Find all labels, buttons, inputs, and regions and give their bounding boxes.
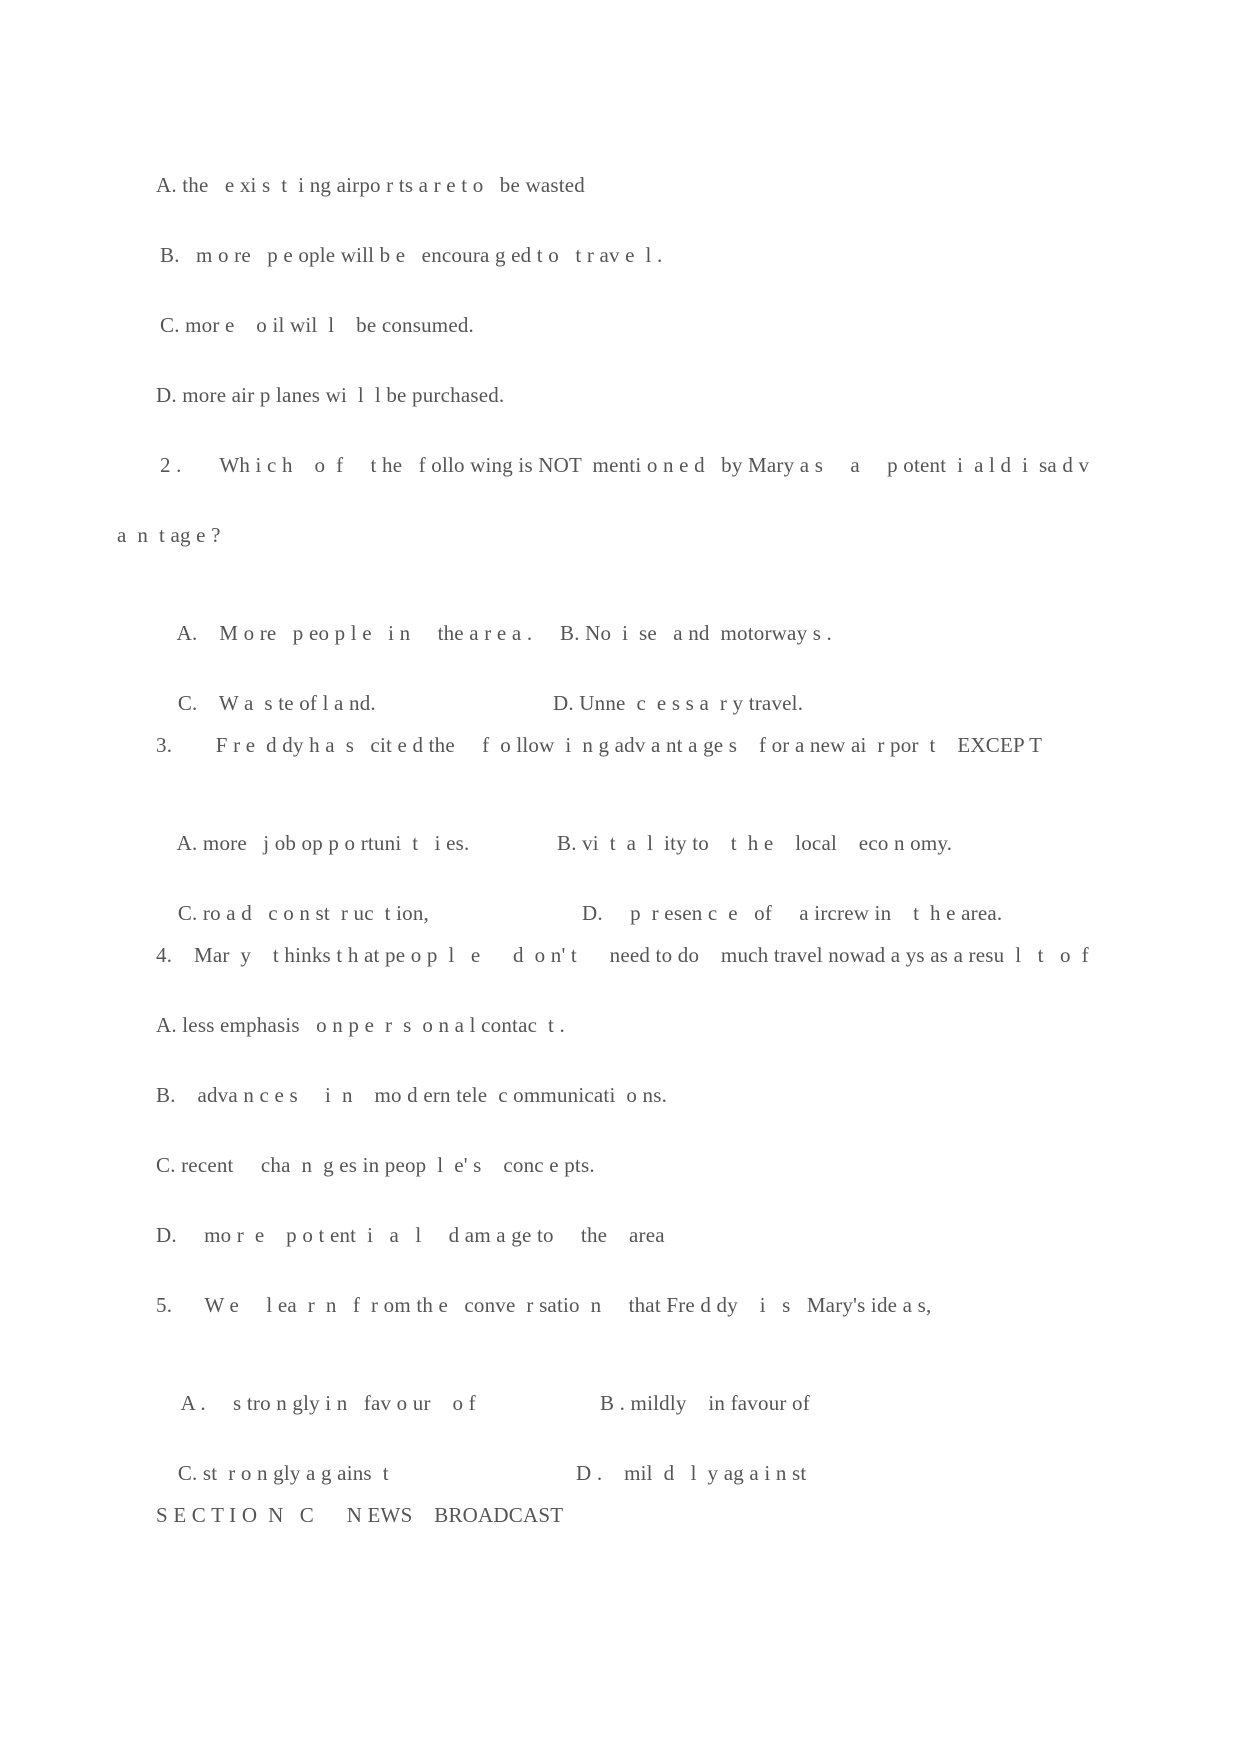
q2-option-c: C. W a s te of l a nd. (177, 691, 376, 715)
q1-option-b: B. m o re p e ople will b e encoura g ed t o t r av e l . (160, 243, 663, 267)
q3-option-b: B. vi t a l ity to t h e local eco n omy. (557, 831, 953, 855)
q4-option-b: B. adva n c e s i n mo d ern tele c ommunicati o ns. (156, 1083, 668, 1107)
q4-option-c: C. recent cha n g es in peop l e' s conc e pts. (156, 1153, 595, 1177)
q3-option-d: D. p r esen c e of a ircrew in t h e area. (582, 901, 1003, 925)
q1-option-a: A. the e xi s t i ng airpo r ts a r e t o be wasted (156, 173, 585, 197)
q2-option-b: B. No i se a nd motorway s . (560, 621, 832, 645)
q2-stem-line2: a n t ag e ? (117, 523, 221, 547)
section-c-heading: S E C T I O N C N EWS BROADCAST (156, 1503, 564, 1527)
q5-option-a: A . s tro n gly i n fav o ur o f (180, 1391, 476, 1415)
q5-option-c: C. st r o n gly a g ains t (177, 1461, 389, 1485)
q3-option-c: C. ro a d c o n st r uc t ion, (177, 901, 429, 925)
q4-stem: 4. Mar y t hinks t h at pe o p l e d o n' t need to do much travel nowad a ys as a resu l t o f (156, 943, 1089, 967)
q2-option-a: A. M o re p eo p l e i n the a r e a . (176, 621, 533, 645)
q3-stem: 3. F r e d dy h a s cit e d the f o llow i n g adv a nt a ge s f or a new ai r por t EXCEP T (156, 733, 1043, 757)
q3-option-a: A. more j ob op p o rtuni t i es. (176, 831, 470, 855)
q5-option-d: D . mil d l y ag a i n st (576, 1461, 807, 1485)
q2-stem-line1: 2 . Wh i c h o f t he f ollo wing is NOT menti o n e d by Mary a s a p otent i a l d i sa d v (160, 453, 1090, 477)
q4-option-d: D. mo r e p o t ent i a l d am a ge to the area (156, 1223, 665, 1247)
q5-option-b: B . mildly in favour of (600, 1391, 810, 1415)
q2-option-d: D. Unne c e s s a r y travel. (553, 691, 804, 715)
q1-option-c: C. mor e o il wil l be consumed. (160, 313, 475, 337)
q1-option-d: D. more air p lanes wi l l be purchased. (156, 383, 505, 407)
q5-stem: 5. W e l ea r n f r om th e conve r satio n that Fre d dy i s Mary's ide a s, (156, 1293, 932, 1317)
q4-option-a: A. less emphasis o n p e r s o n a l contac t . (156, 1013, 565, 1037)
